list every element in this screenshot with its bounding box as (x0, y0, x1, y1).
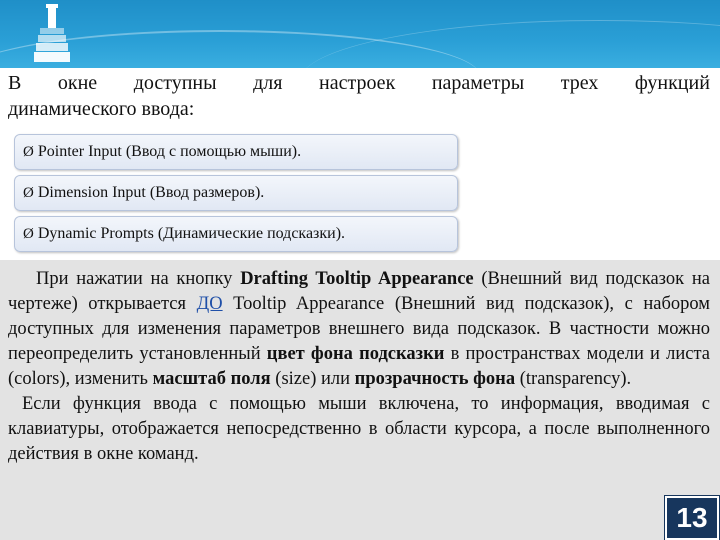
intro-word: для (253, 72, 283, 94)
bullet-pointer-input (14, 134, 458, 170)
bold-term: прозрачность фона (354, 369, 516, 389)
intro-word: В (8, 72, 22, 94)
arrow-bullet-icon: Ø (23, 184, 34, 201)
intro-text (8, 70, 710, 122)
intro-word: трех (560, 72, 599, 94)
text-run: При нажатии на кнопку (36, 269, 241, 289)
text-run: (Внешний вид подсказок на чертеже) открывается (8, 269, 710, 314)
stacked-books-logo-icon (30, 2, 74, 64)
intro-word: функций (634, 72, 710, 94)
arrow-bullet-icon: Ø (23, 143, 34, 160)
intro-word: параметры (431, 72, 525, 94)
header-wave-decoration (300, 20, 720, 68)
intro-line-2: динамического ввода: (8, 98, 195, 120)
intro-word: окне (57, 72, 98, 94)
bullet-label: Pointer Input (Ввод с помощью мыши). (37, 143, 302, 160)
slide-header (0, 0, 720, 68)
bullet-dimension-input (14, 175, 458, 211)
bold-term: масштаб поля (152, 369, 271, 389)
description-text (8, 267, 710, 467)
bullet-label: Dimension Input (Ввод размеров). (37, 184, 265, 201)
page-number-badge: 13 (665, 496, 719, 540)
text-run: Tooltip Appearance (Внешний вид подсказок), с набором доступных для изменения параметров внешнего вида подсказок. В частности можно переопределить установленный (8, 294, 710, 364)
intro-line-1 (8, 70, 710, 96)
arrow-bullet-icon: Ø (23, 225, 34, 242)
intro-word: доступны (133, 72, 217, 94)
bullet-list (14, 134, 458, 257)
text-run: (transparency). (515, 369, 632, 389)
bullet-label: Dynamic Prompts (Динамические подсказки). (37, 225, 346, 242)
dialog-link[interactable]: ДО (196, 294, 223, 314)
bullet-dynamic-prompts (14, 216, 458, 252)
paragraph-1 (8, 267, 710, 392)
intro-word: настроек (319, 72, 396, 94)
bold-term: Drafting Tooltip Appearance (240, 269, 474, 289)
text-run: в пространствах модели и листа (colors), изменить (8, 344, 710, 389)
text-run: (size) или (270, 369, 355, 389)
paragraph-2: Если функция ввода с помощью мыши включена, то информация, вводимая с клавиатуры, отображается непосредственно в области курсора, а после выполненного действия в окне команд. (8, 394, 710, 464)
bold-term: цвет фона подсказки (266, 344, 445, 364)
